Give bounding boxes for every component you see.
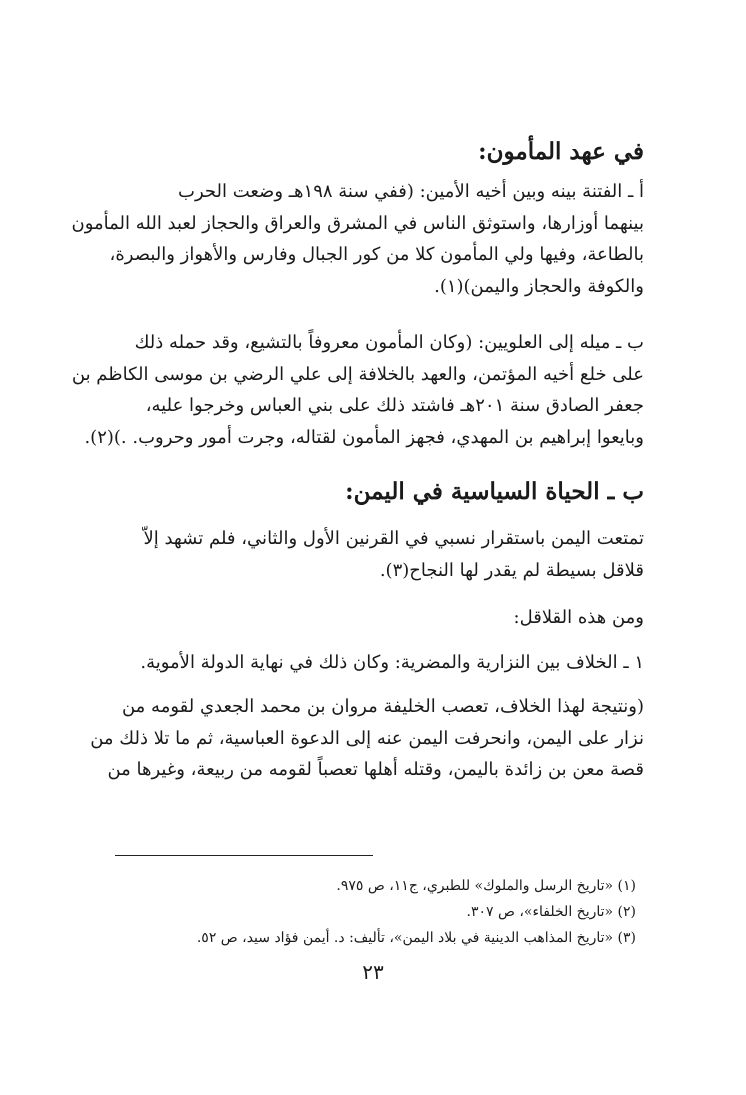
text-line: ب ـ ميله إلى العلويين: (وكان المأمون معروفاً بالتشيع، وقد حمله ذلك [134,332,644,353]
text-line: بينهما أوزارها، واستوثق الناس في المشرق والعراق والحجاز لعبد الله المأمون [71,212,644,234]
text-line: بالطاعة، وفيها ولي المأمون كلا من كور الجبال وفارس والأهواز والبصرة، [109,244,644,265]
text-line: تمتعت اليمن باستقرار نسبي في القرنين الأول والثاني، فلم تشهد إلاّ [143,528,644,549]
text-line: على خلع أخيه المؤتمن، والعهد بالخلافة إلى علي الرضي بن موسى الكاظم بن [71,363,644,385]
text-line: نزار على اليمن، وانحرفت اليمن عنه إلى الدعوة العباسية، ثم ما تلا ذلك من [90,727,644,749]
text-line: أ ـ الفتنة بينه وبين أخيه الأمين: (ففي سنة ١٩٨هـ وضعت الحرب [178,181,644,202]
text-line: جعفر الصادق سنة ٢٠١هـ فاشتد ذلك على بني العباس وخرجوا عليه، [145,395,644,416]
paragraph-c [108,523,644,586]
text-line: والكوفة والحجاز واليمن)(١). [434,275,644,297]
footnote-3: (٣) «تاريخ المذاهب الدينية في بلاد اليمن»، تأليف: د. أيمن فؤاد سيد، ص ٥٢. [196,930,636,946]
footnote-1: (١) «تاريخ الرسل والملوك» للطبري، ج١١، ص ٩٧٥. [336,878,636,894]
text-line: (ونتيجة لهذا الخلاف، تعصب الخليفة مروان بن محمد الجعدي لقومه من [121,696,644,717]
paragraph-b [71,327,644,453]
text-line: قصة معن بن زائدة باليمن، وقتله أهلها تعصباً لقومه من ربيعة، وغيرها من [107,759,644,780]
text-line: ومن هذه القلاقل: [513,607,644,628]
footnote-2: (٢) «تاريخ الخلفاء»، ص ٣٠٧. [466,904,636,920]
paragraph-e [108,647,644,679]
heading-text: ب ـ الحياة السياسية في اليمن: [345,478,644,505]
section-heading-yemen-politics [108,478,644,505]
footnote-separator [115,855,373,856]
paragraph-f [90,691,644,786]
heading-text: في عهد المأمون: [478,138,644,165]
text-line: قلاقل بسيطة لم يقدر لها النجاح(٣). [379,559,644,581]
text-line: ١ ـ الخلاف بين النزارية والمضرية: وكان ذلك في نهاية الدولة الأموية. [140,652,644,673]
page-number: ٢٣ [362,960,384,984]
section-heading-al-mamun [108,138,644,165]
text-line: وبايعوا إبراهيم بن المهدي، فجهز المأمون لقتاله، وجرت أمور وحروب. .)(٢). [84,426,644,448]
paragraph-d [108,602,644,634]
paragraph-a [71,176,644,302]
